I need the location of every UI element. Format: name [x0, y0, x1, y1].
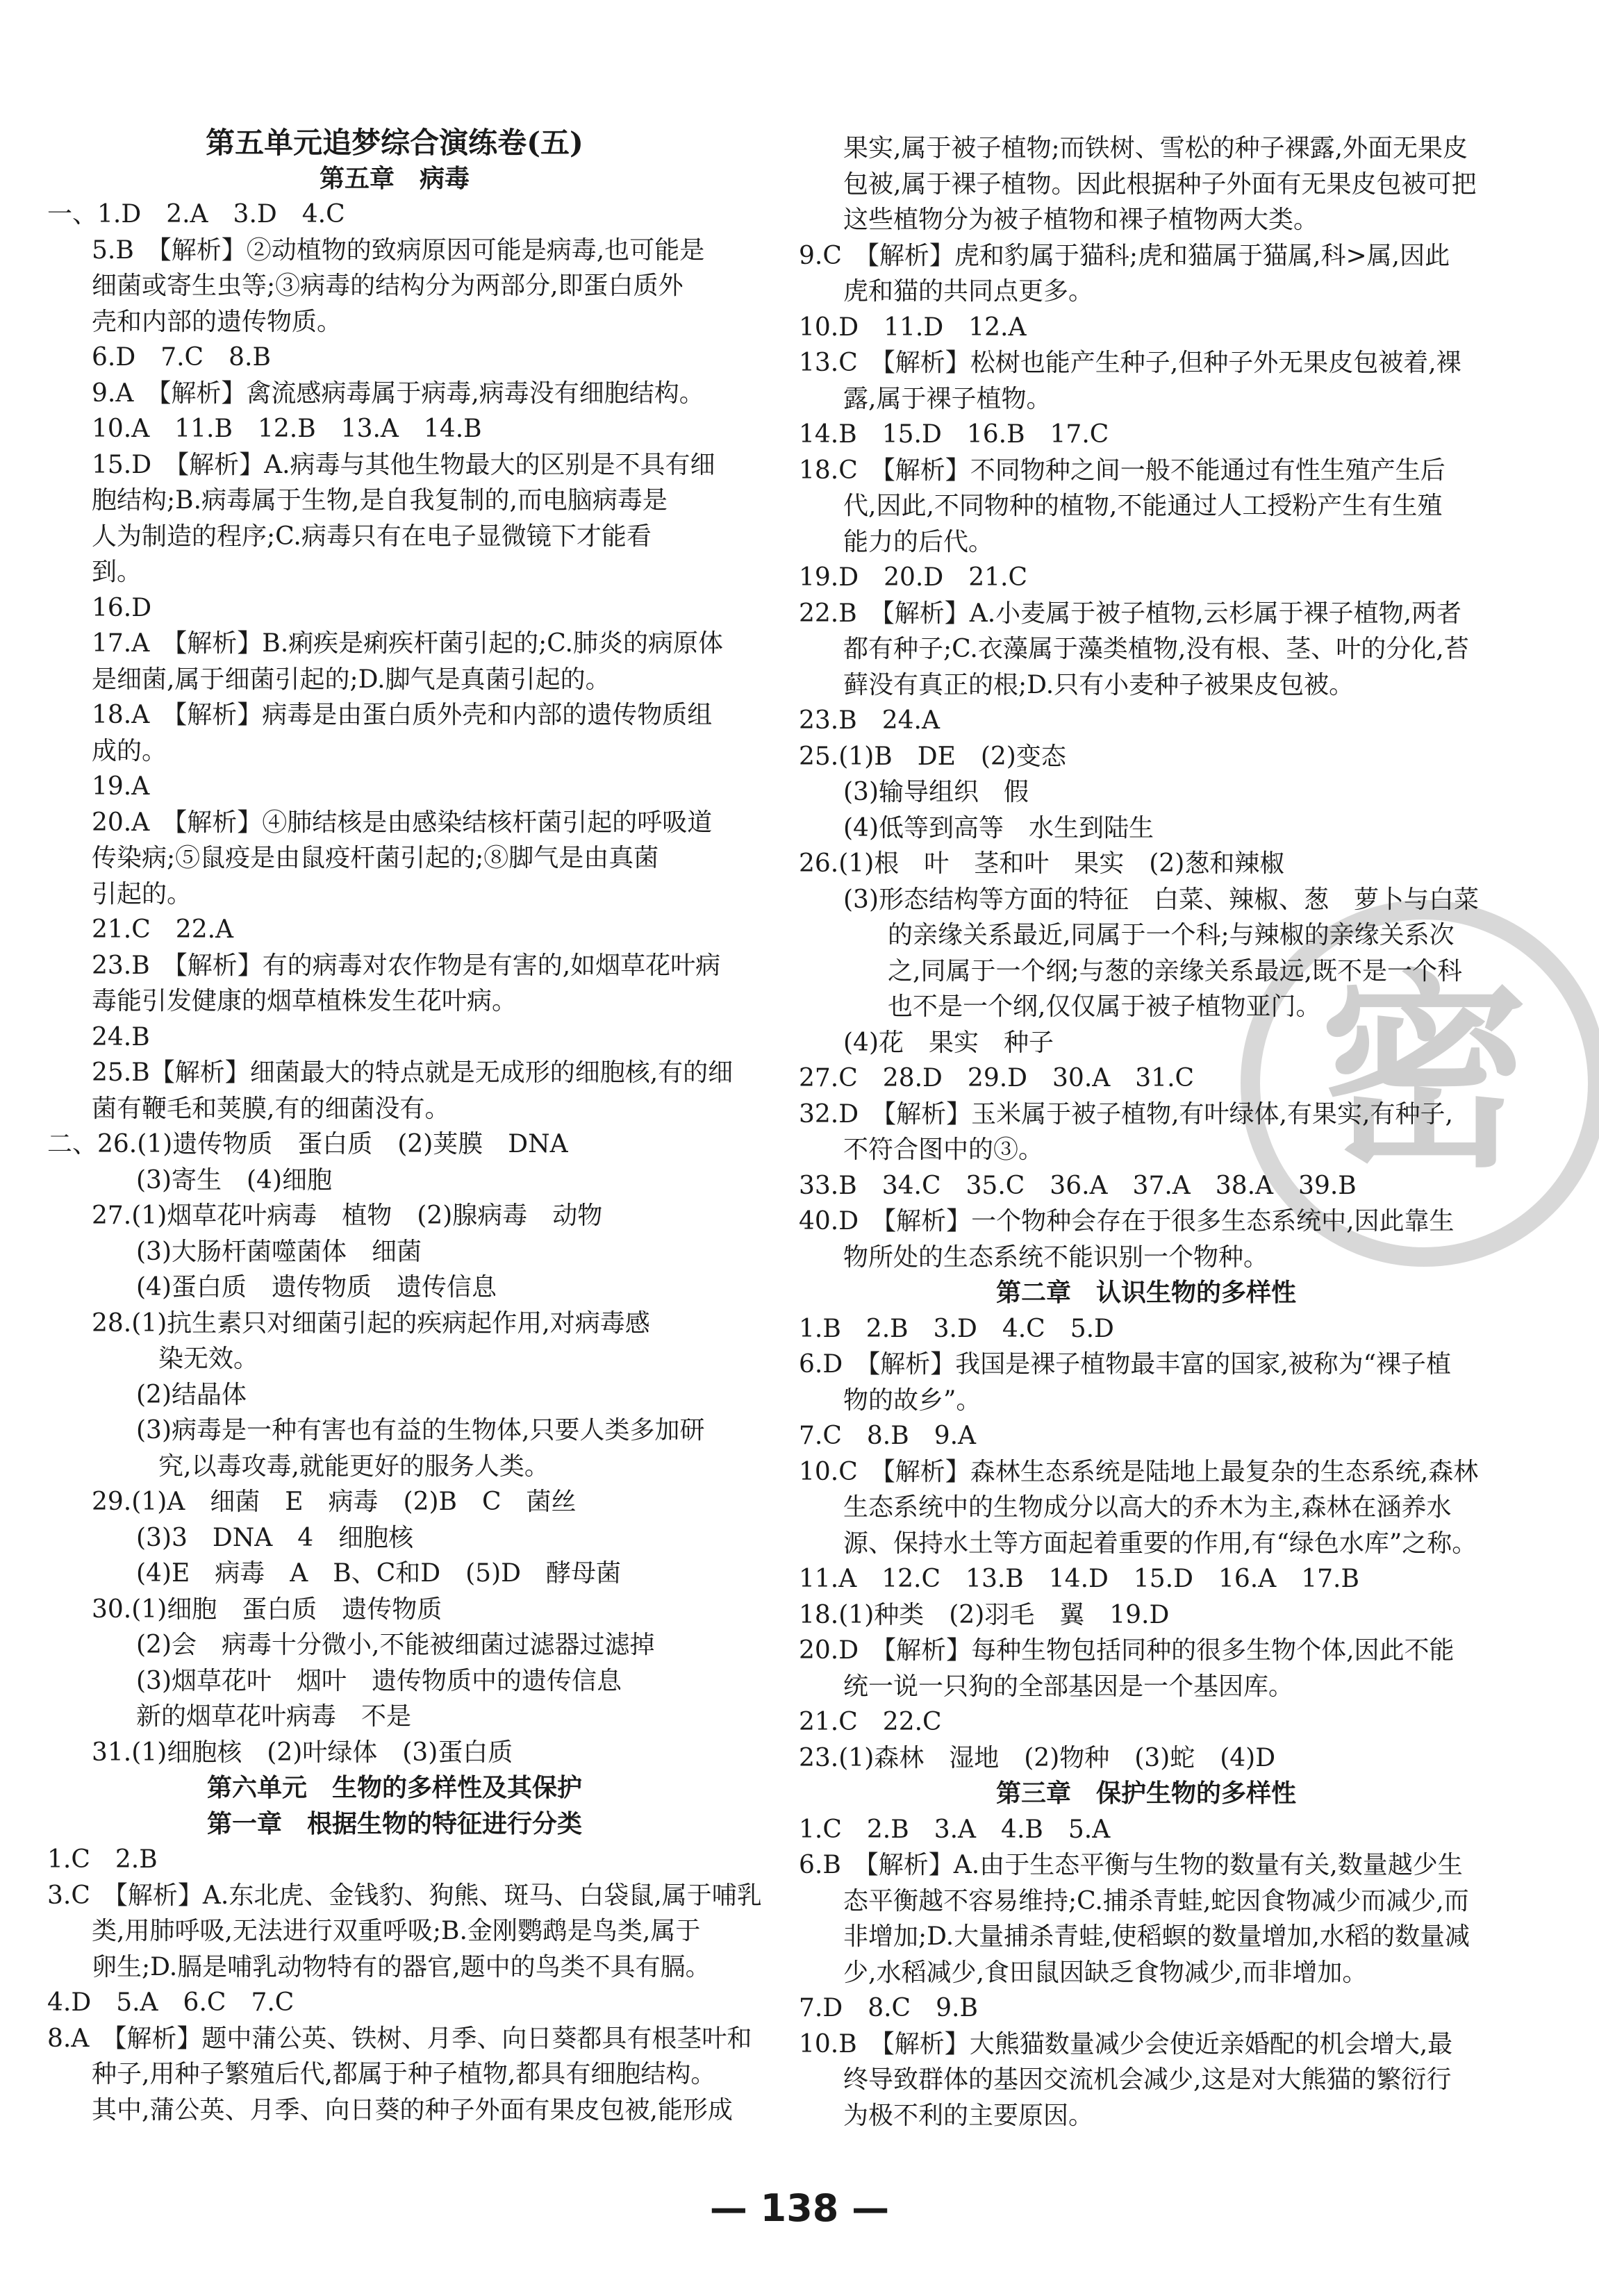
- text-line: 33.B 34.C 35.C 36.A 37.A 38.A 39.B: [799, 1171, 1357, 1200]
- text-line: 引起的。: [92, 879, 192, 908]
- text-line: 24.B: [92, 1022, 150, 1051]
- text-line: 16.D: [92, 593, 152, 622]
- text-line: 27.C 28.D 29.D 30.A 31.C: [799, 1064, 1195, 1092]
- text-line: 15.D 【解析】A.病毒与其他生物最大的区别是不具有细: [92, 450, 715, 479]
- text-line: 7.D 8.C 9.B: [799, 1994, 978, 2022]
- text-line: 为极不利的主要原因。: [843, 2101, 1094, 2130]
- text-line: 32.D 【解析】玉米属于被子植物,有叶绿体,有果实,有种子,: [799, 1099, 1453, 1129]
- text-line: 22.B 【解析】A.小麦属于被子植物,云杉属于裸子植物,两者: [799, 599, 1462, 628]
- text-line: 4.D 5.A 6.C 7.C: [47, 1988, 295, 2017]
- text-line: 染无效。: [158, 1345, 259, 1373]
- text-line: 31.(1)细胞核 (2)叶绿体 (3)蛋白质: [92, 1738, 513, 1767]
- right-column: [799, 131, 1493, 2133]
- text-line: 3.C 【解析】A.东北虎、金钱豹、狗熊、斑马、白袋鼠,属于哺乳: [47, 1881, 762, 1910]
- text-line: (3)寄生 (4)细胞: [136, 1165, 332, 1195]
- text-line: 菌有鞭毛和荚膜,有的细菌没有。: [92, 1094, 450, 1123]
- text-line: (3)3 DNA 4 细胞核: [136, 1523, 414, 1552]
- text-line: (3)形态结构等方面的特征 白菜、辣椒、葱 萝卜与白菜: [843, 885, 1479, 914]
- text-line: 少,水稻减少,食田鼠因缺乏食物减少,而非增加。: [843, 1958, 1368, 1987]
- text-line: 10.A 11.B 12.B 13.A 14.B: [92, 415, 482, 443]
- paper-title: 第五单元追梦综合演练卷(五): [206, 126, 583, 160]
- text-line: 毒能引发健康的烟草植株发生花叶病。: [92, 987, 517, 1015]
- text-line: (2)结晶体: [136, 1380, 247, 1409]
- page-number: — 138 —: [709, 2186, 890, 2230]
- text-line: 6.D 【解析】我国是裸子植物最丰富的国家,被称为“裸子植: [799, 1350, 1452, 1379]
- text-line: 21.C 22.A: [92, 915, 234, 944]
- text-line: 19.D 20.D 21.C: [799, 563, 1028, 592]
- text-line: 1.C 2.B: [47, 1845, 158, 1874]
- text-line: 9.A 【解析】禽流感病毒属于病毒,病毒没有细胞结构。: [92, 378, 704, 408]
- text-line: 新的烟草花叶病毒 不是: [136, 1702, 412, 1731]
- text-line: (4)蛋白质 遗传物质 遗传信息: [136, 1273, 497, 1301]
- text-line: 18.A 【解析】病毒是由蛋白质外壳和内部的遗传物质组: [92, 701, 713, 729]
- text-line: 都有种子;C.衣藻属于藻类植物,没有根、茎、叶的分化,苔: [843, 635, 1469, 663]
- text-line: 11.A 12.C 13.B 14.D 15.D 16.A 17.B: [799, 1565, 1359, 1593]
- text-line: 物的故乡”。: [843, 1386, 981, 1415]
- text-line: 20.A 【解析】④肺结核是由感染结核杆菌引起的呼吸道: [92, 808, 713, 837]
- section-heading: 第二章 认识生物的多样性: [995, 1278, 1296, 1307]
- text-line: (4)E 病毒 A B、C和D (5)D 酵母菌: [136, 1559, 621, 1588]
- text-line: 29.(1)A 细菌 E 病毒 (2)B C 菌丝: [92, 1488, 577, 1516]
- seal-glyph: 密: [1320, 950, 1528, 1195]
- text-line: 30.(1)细胞 蛋白质 遗传物质: [92, 1595, 442, 1624]
- text-line: 23.B 【解析】有的病毒对农作物是有害的,如烟草花叶病: [92, 951, 721, 980]
- text-line: 1.B 2.B 3.D 4.C 5.D: [799, 1314, 1114, 1343]
- text-line: (3)烟草花叶 烟叶 遗传物质中的遗传信息: [136, 1666, 622, 1695]
- text-line: 40.D 【解析】一个物种会存在于很多生态系统中,因此靠生: [799, 1207, 1455, 1236]
- text-line: (2)会 病毒十分微小,不能被细菌过滤器过滤掉: [136, 1631, 655, 1659]
- text-line: 露,属于裸子植物。: [843, 384, 1052, 413]
- left-column: [47, 125, 762, 2128]
- text-line: 包被,属于裸子植物。因此根据种子外面有无果皮包被可把: [843, 169, 1477, 199]
- text-line: 17.A 【解析】B.痢疾是痢疾杆菌引起的;C.肺炎的病原体: [92, 629, 723, 658]
- text-line: 果实,属于被子植物;而铁树、雪松的种子裸露,外面无果皮: [843, 134, 1468, 163]
- text-line: 二、26.(1)遗传物质 蛋白质 (2)荚膜 DNA: [47, 1130, 568, 1158]
- text-line: 28.(1)抗生素只对细菌引起的疾病起作用,对病毒感: [92, 1308, 650, 1338]
- text-line: 21.C 22.C: [799, 1708, 942, 1736]
- text-line: 细菌或寄生虫等;③病毒的结构分为两部分,即蛋白质外: [92, 272, 683, 300]
- text-line: 卵生;D.膈是哺乳动物特有的器官,题中的鸟类不具有膈。: [92, 1952, 711, 1981]
- text-line: 14.B 15.D 16.B 17.C: [799, 420, 1109, 449]
- text-line: (3)输导组织 假: [843, 778, 1029, 806]
- text-line: 8.A 【解析】题中蒲公英、铁树、月季、向日葵都具有根茎叶和: [47, 2024, 752, 2053]
- text-line: 生态系统中的生物成分以高大的乔木为主,森林在涵养水: [843, 1493, 1452, 1522]
- text-line: 也不是一个纲,仅仅属于被子植物亚门。: [888, 992, 1321, 1021]
- text-line: (4)花 果实 种子: [843, 1028, 1054, 1057]
- section-heading: 第六单元 生物的多样性及其保护: [206, 1773, 582, 1802]
- text-line: 9.C 【解析】虎和豹属于猫科;虎和猫属于猫属,科>属,因此: [799, 241, 1450, 270]
- text-line: 6.B 【解析】A.由于生态平衡与生物的数量有关,数量越少生: [799, 1851, 1463, 1879]
- text-line: 藓没有真正的根;D.只有小麦种子被果皮包被。: [843, 670, 1354, 699]
- text-line: 的亲缘关系最近,同属于一个科;与辣椒的亲缘关系次: [888, 921, 1455, 949]
- text-line: 成的。: [92, 736, 167, 765]
- text-line: 虎和猫的共同点更多。: [843, 277, 1094, 306]
- text-line: 壳和内部的遗传物质。: [92, 307, 342, 336]
- text-line: 6.D 7.C 8.B: [92, 343, 271, 372]
- text-line: 能力的后代。: [843, 527, 994, 556]
- text-line: 26.(1)根 叶 茎和叶 果实 (2)葱和辣椒: [799, 849, 1285, 878]
- text-line: 传染病;⑤鼠疫是由鼠疫杆菌引起的;⑧脚气是由真菌: [92, 844, 659, 872]
- text-line: 5.B 【解析】②动植物的致病原因可能是病毒,也可能是: [92, 235, 705, 265]
- text-line: 一、1.D 2.A 3.D 4.C: [47, 200, 345, 228]
- text-line: 10.D 11.D 12.A: [799, 313, 1027, 342]
- text-line: (4)低等到高等 水生到陆生: [843, 813, 1154, 842]
- text-line: 25.(1)B DE (2)变态: [799, 742, 1066, 771]
- text-line: 代,因此,不同物种的植物,不能通过人工授粉产生有生殖: [843, 492, 1443, 520]
- text-line: 是细菌,属于细菌引起的;D.脚气是真菌引起的。: [92, 665, 611, 694]
- text-line: 18.(1)种类 (2)羽毛 翼 19.D: [799, 1600, 1170, 1629]
- text-line: (3)病毒是一种有害也有益的生物体,只要人类多加研: [136, 1416, 705, 1445]
- text-line: 7.C 8.B 9.A: [799, 1422, 977, 1450]
- text-line: 非增加;D.大量捕杀青蛙,使稻螟的数量增加,水稻的数量减: [843, 1922, 1470, 1951]
- text-line: 这些植物分为被子植物和裸子植物两大类。: [843, 206, 1319, 234]
- text-line: 10.B 【解析】大熊猫数量减少会使近亲婚配的机会增大,最: [799, 2029, 1453, 2058]
- section-heading: 第三章 保护生物的多样性: [995, 1779, 1296, 1808]
- text-line: 不符合图中的③。: [843, 1135, 1044, 1164]
- text-line: (3)大肠杆菌噬菌体 细菌: [136, 1237, 422, 1266]
- text-line: 源、保持水土等方面起着重要的作用,有“绿色水库”之称。: [843, 1529, 1477, 1558]
- text-line: 终导致群体的基因交流机会减少,这是对大熊猫的繁衍行: [843, 2065, 1452, 2094]
- text-line: 到。: [92, 558, 142, 586]
- text-line: 态平衡越不容易维持;C.捕杀青蛙,蛇因食物减少而减少,而: [843, 1886, 1469, 1915]
- text-line: 25.B【解析】细菌最大的特点就是无成形的细胞核,有的细: [92, 1058, 734, 1087]
- text-line: 类,用肺呼吸,无法进行双重呼吸;B.金刚鹦鹉是鸟类,属于: [92, 1917, 701, 1945]
- text-line: 23.B 24.A: [799, 706, 940, 735]
- text-line: 统一说一只狗的全部基因是一个基因库。: [843, 1672, 1294, 1701]
- text-line: 13.C 【解析】松树也能产生种子,但种子外无果皮包被着,裸: [799, 349, 1461, 377]
- text-line: 1.C 2.B 3.A 4.B 5.A: [799, 1815, 1111, 1844]
- section-heading: 第一章 根据生物的特征进行分类: [206, 1808, 582, 1838]
- text-line: 人为制造的程序;C.病毒只有在电子显微镜下才能看: [92, 522, 652, 551]
- text-line: 18.C 【解析】不同物种之间一般不能通过有性生殖产生后: [799, 456, 1445, 485]
- text-line: 究,以毒攻毒,就能更好的服务人类。: [158, 1451, 549, 1481]
- text-line: 10.C 【解析】森林生态系统是陆地上最复杂的生态系统,森林: [799, 1457, 1479, 1486]
- text-line: 20.D 【解析】每种生物包括同种的很多生物个体,因此不能: [799, 1636, 1455, 1665]
- text-line: 23.(1)森林 湿地 (2)物种 (3)蛇 (4)D: [799, 1743, 1276, 1772]
- text-line: 胞结构;B.病毒属于生物,是自我复制的,而电脑病毒是: [92, 486, 668, 515]
- section-heading: 第五章 病毒: [319, 163, 470, 193]
- text-line: 其中,蒲公英、月季、向日葵的种子外面有果皮包被,能形成: [92, 2095, 733, 2124]
- text-line: 种子,用种子繁殖后代,都属于种子植物,都具有细胞结构。: [92, 2060, 716, 2088]
- text-line: 物所处的生态系统不能识别一个物种。: [843, 1242, 1269, 1272]
- text-line: 之,同属于一个纲;与葱的亲缘关系最远,既不是一个科: [888, 956, 1463, 985]
- text-line: 27.(1)烟草花叶病毒 植物 (2)腺病毒 动物: [92, 1201, 603, 1230]
- text-line: 19.A: [92, 772, 150, 801]
